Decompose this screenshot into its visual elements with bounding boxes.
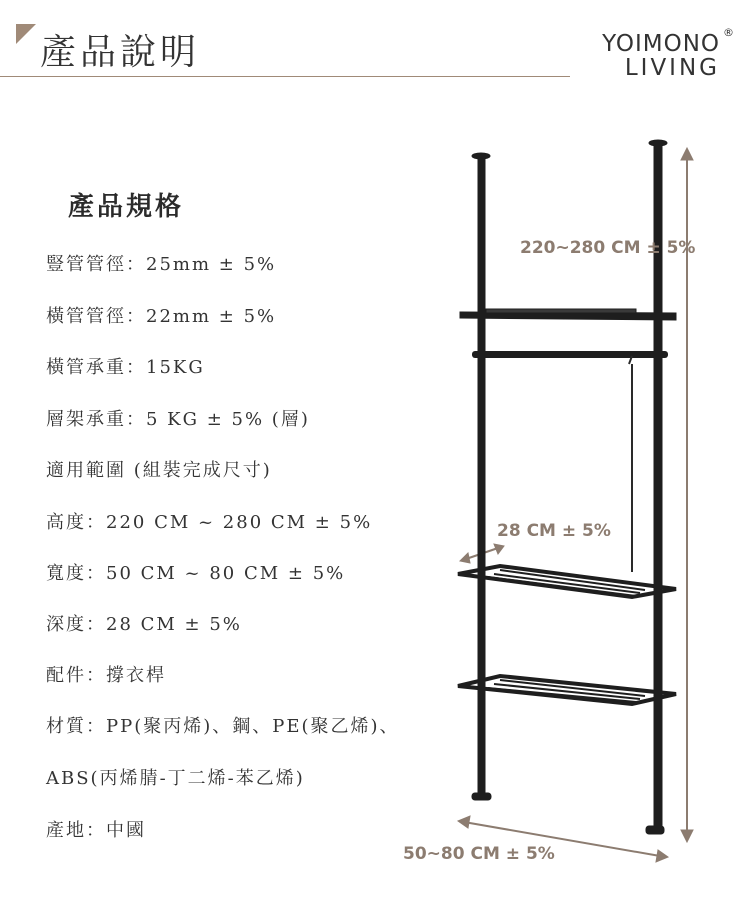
spec-row-applicable-range: 適用範圍 (組裝完成尺寸) <box>46 460 272 481</box>
spec-row-bar-load: 橫管承重：15KG <box>46 357 205 378</box>
height-dimension-label: 220~280 CM ± 5% <box>520 238 696 258</box>
spec-row-vertical-pipe: 豎管管徑：25mm ± 5% <box>46 254 277 275</box>
depth-dimension-label: 28 CM ± 5% <box>497 521 611 541</box>
spec-row-height: 高度：220 CM ~ 280 CM ± 5% <box>46 512 373 533</box>
spec-row-accessory: 配件：撐衣桿 <box>46 665 166 686</box>
spec-row-material-cont: ABS(丙烯腈-丁二烯-苯乙烯) <box>46 768 305 789</box>
bottom-wire-shelf <box>458 676 676 704</box>
page-title: 產品說明 <box>40 32 201 73</box>
spec-row-width: 寬度：50 CM ~ 80 CM ± 5% <box>46 563 346 584</box>
top-shelf <box>460 309 676 320</box>
brand-line2: LIVING <box>624 55 720 81</box>
spec-row-material: 材質：PP(聚丙烯)、鋼、PE(聚乙烯)、 <box>46 716 400 737</box>
left-pole <box>472 153 491 800</box>
spec-row-shelf-load: 層架承重：5 KG ± 5% (層) <box>46 409 310 430</box>
middle-wire-shelf <box>458 566 676 597</box>
brand-line1: YOIMONO <box>602 31 720 57</box>
spec-row-horizontal-pipe: 橫管管徑：22mm ± 5% <box>46 306 277 327</box>
spec-row-depth: 深度：28 CM ± 5% <box>46 614 242 635</box>
spec-row-origin: 產地：中國 <box>46 820 146 841</box>
registered-mark: ® <box>723 26 734 39</box>
width-dimension-label: 50~80 CM ± 5% <box>403 844 555 864</box>
spec-title: 產品規格 <box>68 192 185 222</box>
